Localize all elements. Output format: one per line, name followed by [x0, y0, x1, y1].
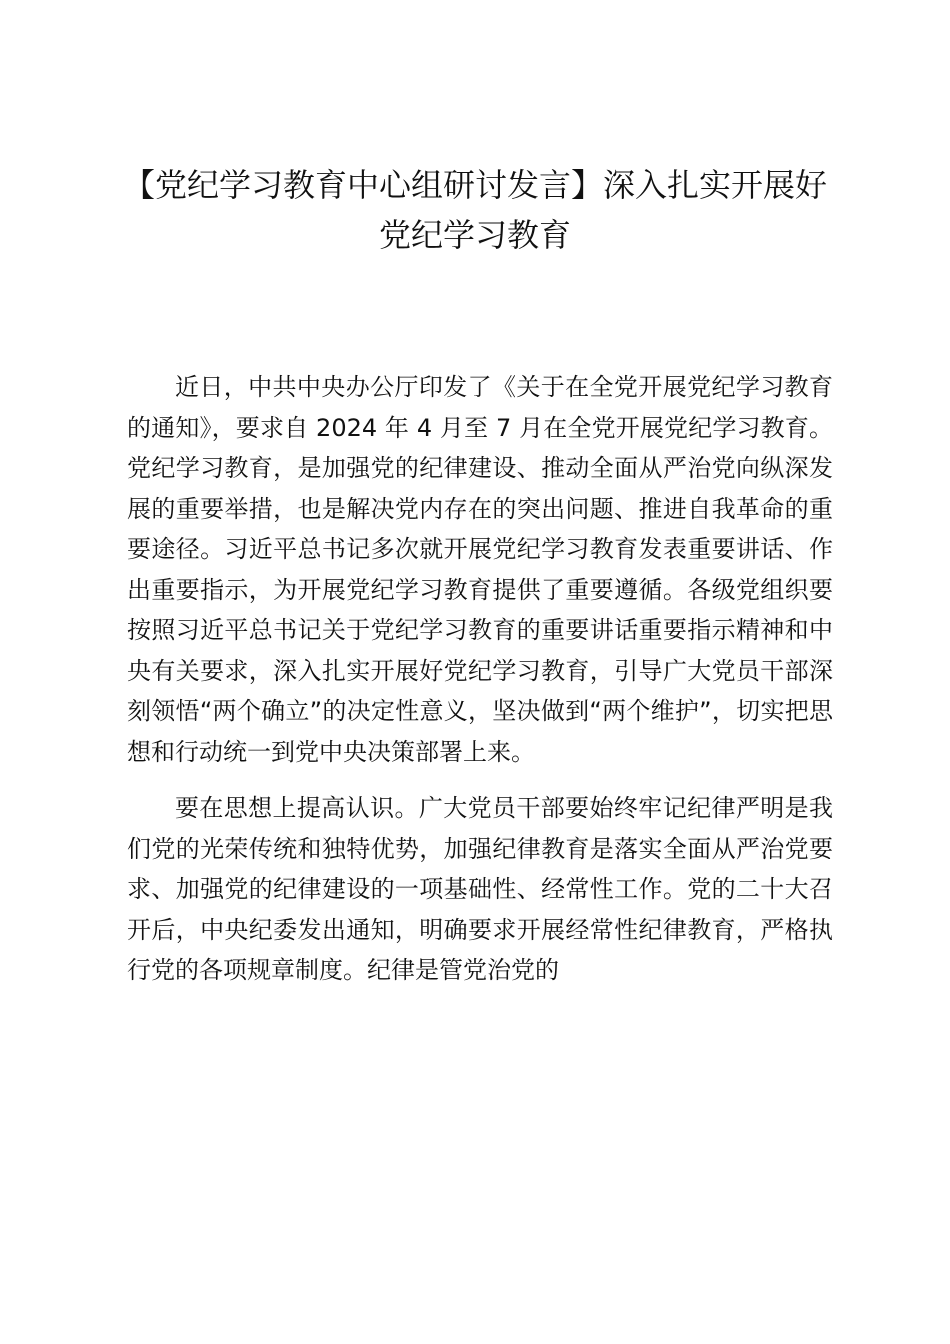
document-body: [127, 367, 833, 1007]
document-title: 【党纪学习教育中心组研讨发言】深入扎实开展好党纪学习教育: [122, 166, 827, 254]
paragraph-1: 近日，中共中央办公厅印发了《关于在全党开展党纪学习教育的通知》，要求自 2024 年 4 月至 7 月在全党开展党纪学习教育。党纪学习教育，是加强党的纪律建设、推动全面从严治党向纵深发展的重要举措，也是解决党内存在的突出问题、推进自我革命的重要途径。习近平总书记多次就开展党纪学习教育发表重要讲话、作出重要指示，为开展党纪学习教育提供了重要遵循。各级党组织要按照习近平总书记关于党纪学习教育的重要讲话重要指示精神和中央有关要求，深入扎实开展好党纪学习教育，引导广大党员干部深刻领悟“两个确立”的决定性意义，坚决做到“两个维护”，切实把思想和行动统一到党中央决策部署上来。: [127, 373, 833, 766]
paragraph-2: 要在思想上提高认识。广大党员干部要始终牢记纪律严明是我们党的光荣传统和独特优势，加强纪律教育是落实全面从严治党要求、加强党的纪律建设的一项基础性、经常性工作。党的二十大召开后，中央纪委发出通知，明确要求开展经常性纪律教育，严格执行党的各项规章制度。纪律是管党治党的: [127, 794, 833, 984]
